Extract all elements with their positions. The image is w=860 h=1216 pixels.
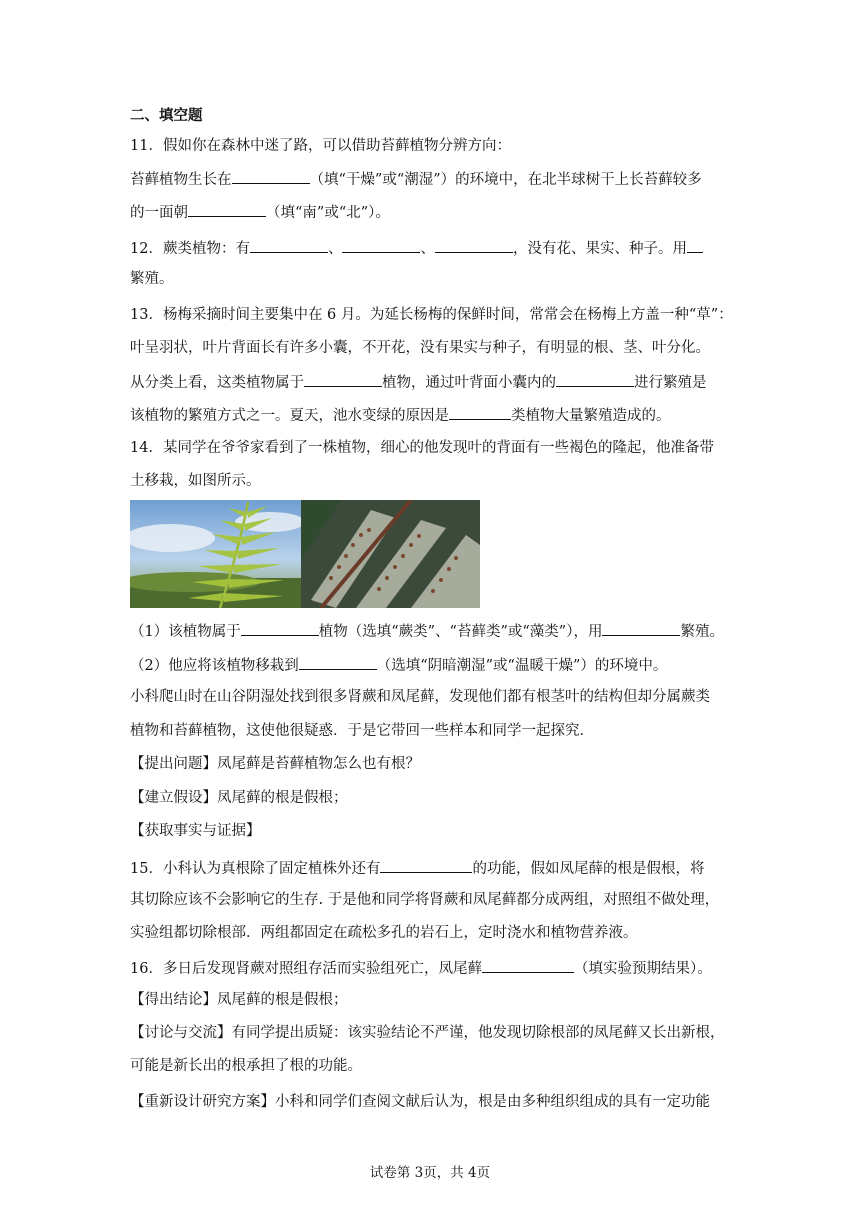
q16-line2: 【得出结论】凤尾藓的根是假根； — [130, 992, 348, 1008]
q16-line1: 16．多日后发现肾蕨对照组存活而实验组死亡，凤尾藓 （填实验预期结果）。 — [130, 957, 734, 979]
q13-line2: 叶呈羽状，叶片背面长有许多小囊，不开花，没有果实与种子，有明显的根、茎、叶分化。 — [130, 340, 710, 356]
page-footer: 试卷第 3页，共 4页 — [369, 1165, 491, 1181]
q14-line1: 14．某同学在爷爷家看到了一株植物，细心的他发现叶的背面有一些褐色的隆起，他准备带 — [130, 440, 714, 456]
answer-blank[interactable] — [449, 404, 511, 420]
answer-blank[interactable] — [299, 654, 377, 670]
q13-line1: 13．杨梅采摘时间主要集中在 6 月。为延长杨梅的保鲜时间，常常会在杨梅上方盖一种“草”： — [130, 307, 733, 323]
q12-line2: 繁殖。 — [130, 271, 174, 287]
q14-sub1: （1）该植物属于 植物（选填“蕨类”、“苔藓类”或“藻类”），用 繁殖。 — [130, 620, 734, 642]
q16-line4: 可能是新长出的根承担了根的功能。 — [130, 1058, 362, 1074]
q16-line3: 【讨论与交流】有同学提出质疑：该实验结论不严谨，他发现切除根部的凤尾藓又长出新根， — [130, 1025, 725, 1041]
passage-line5: 【获取事实与证据】 — [130, 823, 261, 839]
q14-line2: 土移栽，如图所示。 — [130, 473, 261, 489]
passage-line3: 【提出问题】凤尾藓是苔藓植物怎么也有根？ — [130, 756, 420, 772]
answer-blank[interactable] — [188, 201, 266, 217]
fern-spores-photo — [301, 500, 480, 608]
q15-line2: 其切除应该不会影响它的生存. 于是他和同学将肾蕨和凤尾藓都分成两组，对照组不做处理， — [130, 892, 720, 908]
answer-blank[interactable] — [556, 371, 634, 387]
answer-blank[interactable] — [435, 237, 513, 253]
answer-blank[interactable] — [304, 371, 382, 387]
q15-line3: 实验组都切除根部．两组都固定在疏松多孔的岩石上，定时浇水和植物营养液。 — [130, 925, 638, 941]
answer-blank[interactable] — [250, 237, 328, 253]
answer-blank[interactable] — [232, 168, 310, 184]
q11-line1: 11．假如你在森林中迷了路，可以借助苔藓植物分辨方向： — [130, 138, 511, 154]
answer-blank[interactable] — [482, 957, 574, 973]
passage-line2: 植物和苔藓植物，这使他很疑惑．于是它带回一些样本和同学一起探究． — [130, 723, 594, 739]
answer-blank[interactable] — [342, 237, 420, 253]
q12-line1: 12．蕨类植物：有 、 、 ，没有花、果实、种子。用 — [130, 237, 734, 259]
answer-blank[interactable] — [687, 237, 703, 253]
fern-photos — [130, 500, 480, 608]
q15-line1: 15．小科认为真根除了固定植株外还有 的功能，假如凤尾薛的根是假根，将 — [130, 857, 734, 879]
answer-blank[interactable] — [241, 620, 319, 636]
q13-line3: 从分类上看，这类植物属于 植物，通过叶背面小囊内的 进行繁殖是 — [130, 371, 734, 393]
answer-blank[interactable] — [602, 620, 680, 636]
passage-line1: 小科爬山时在山谷阴湿处找到很多肾蕨和凤尾藓，发现他们都有根茎叶的结构但却分属蕨类 — [130, 689, 710, 705]
q11-line2: 苔藓植物生长在 （填“干燥”或“潮湿”）的环境中，在北半球树干上长苔藓较多 — [130, 168, 734, 190]
q13-line4: 该植物的繁殖方式之一。夏天，池水变绿的原因是 类植物大量繁殖造成的。 — [130, 404, 734, 426]
answer-blank[interactable] — [380, 857, 472, 873]
passage-line4: 【建立假设】凤尾藓的根是假根； — [130, 790, 348, 806]
section-title: 二、填空题 — [130, 108, 203, 124]
fern-frond-photo — [130, 500, 301, 608]
q16-line5: 【重新设计研究方案】小科和同学们查阅文献后认为，根是由多种组织组成的具有一定功能 — [130, 1094, 710, 1110]
q11-line3: 的一面朝 （填“南”或“北”）。 — [130, 201, 734, 223]
q14-sub2: （2）他应将该植物移栽到 （选填“阴暗潮湿”或“温暖干燥”）的环境中。 — [130, 654, 734, 676]
